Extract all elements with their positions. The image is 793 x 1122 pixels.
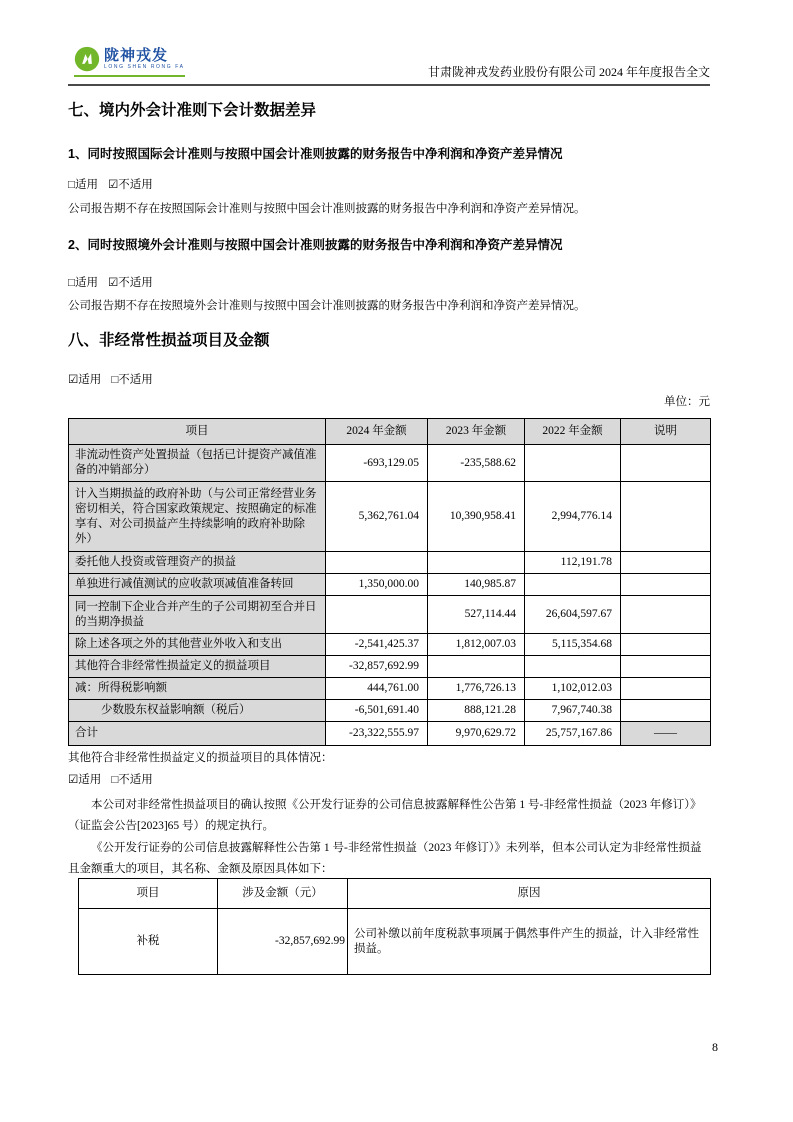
- item-cell: 补税: [79, 909, 218, 975]
- checkbox-applicable-4: ☑适用: [68, 774, 102, 786]
- value-2022-cell: 1,102,012.03: [525, 678, 621, 700]
- item-cell: 少数股东权益影响额（税后）: [69, 700, 326, 722]
- table-header-row: [69, 419, 711, 445]
- value-2024-cell: -32,857,692.99: [326, 656, 428, 678]
- table-total-row: [69, 722, 711, 746]
- value-2023-cell: 888,121.28: [428, 700, 525, 722]
- col-header-amount: 涉及金额（元）: [218, 879, 348, 909]
- item-cell: 其他符合非经常性损益定义的损益项目: [69, 656, 326, 678]
- value-2024-cell: 5,362,761.04: [326, 482, 428, 552]
- item-cell: 减：所得税影响额: [69, 678, 326, 700]
- col-header-item: 项目: [69, 419, 326, 445]
- logo-mark-icon: [74, 46, 100, 72]
- table2-row: [79, 909, 711, 975]
- table-row: [69, 445, 711, 482]
- value-2024-cell: -6,501,691.40: [326, 700, 428, 722]
- value-2023-cell: 140,985.87: [428, 574, 525, 596]
- section-8-heading: 八、非经常性损益项目及金额: [68, 332, 270, 349]
- col-header-2023: 2023 年金额: [428, 419, 525, 445]
- applicability-line-3: [68, 372, 710, 388]
- note-cell: [621, 700, 711, 722]
- value-2023-cell: -235,588.62: [428, 445, 525, 482]
- table-row: [69, 700, 711, 722]
- section-7-1-body: 公司报告期不存在按照国际会计准则与按照中国会计准则披露的财务报告中净利润和净资产差异情况。: [68, 203, 586, 215]
- logo-text-cn: 陇神戎发: [104, 46, 169, 64]
- checkbox-applicable-3: ☑适用: [68, 374, 102, 386]
- value-2022-cell: [525, 574, 621, 596]
- col-header-reason: 原因: [348, 879, 711, 909]
- note-cell: [621, 482, 711, 552]
- value-2023-cell: 1,812,007.03: [428, 634, 525, 656]
- total-2022-cell: 25,757,167.86: [525, 722, 621, 746]
- note-cell: [621, 678, 711, 700]
- value-2024-cell: 1,350,000.00: [326, 574, 428, 596]
- value-2022-cell: 7,967,740.38: [525, 700, 621, 722]
- explanatory-paragraphs: [68, 795, 710, 880]
- table-row: [69, 678, 711, 700]
- page-number: 8: [712, 1040, 718, 1054]
- col-header-2022: 2022 年金额: [525, 419, 621, 445]
- value-2022-cell: 5,115,354.68: [525, 634, 621, 656]
- checkbox-applicable-1: □适用: [68, 179, 98, 191]
- value-2022-cell: [525, 445, 621, 482]
- value-2024-cell: 444,761.00: [326, 678, 428, 700]
- section-7-heading: 七、境内外会计准则下会计数据差异: [68, 102, 317, 119]
- checkbox-not-applicable-2: ☑不适用: [107, 277, 153, 289]
- section-7-2-heading: 2、同时按照境外会计准则与按照中国会计准则披露的财务报告中净利润和净资产差异情况: [68, 238, 563, 252]
- checkbox-not-applicable-4: □不适用: [111, 774, 153, 786]
- note-cell: [621, 596, 711, 634]
- value-2024-cell: -693,129.05: [326, 445, 428, 482]
- value-2023-cell: [428, 656, 525, 678]
- total-2023-cell: 9,970,629.72: [428, 722, 525, 746]
- company-logo: [74, 46, 185, 77]
- note-cell: [621, 634, 711, 656]
- value-2024-cell: [326, 552, 428, 574]
- value-2023-cell: 527,114.44: [428, 596, 525, 634]
- note-cell: [621, 656, 711, 678]
- item-cell: 除上述各项之外的其他营业外收入和支出: [69, 634, 326, 656]
- item-cell: 同一控制下企业合并产生的子公司期初至合并日的当期净损益: [69, 596, 326, 634]
- col-header-item-2: 项目: [79, 879, 218, 909]
- note-cell: [621, 445, 711, 482]
- table-row: [69, 596, 711, 634]
- table-row: [69, 482, 711, 552]
- value-2022-cell: 26,604,597.67: [525, 596, 621, 634]
- value-2022-cell: 2,994,776.14: [525, 482, 621, 552]
- amount-cell: -32,857,692.99: [218, 909, 348, 975]
- applicability-line-2: [68, 275, 710, 291]
- paragraph-2: 《公开发行证券的公司信息披露解释性公告第 1 号-非经常性损益（2023 年修订）》未列举，但本公司认定为非经常性损益且金额重大的项目，其名称、金额及原因具体如下：: [68, 842, 702, 875]
- detail-label: 其他符合非经常性损益定义的损益项目的具体情况：: [68, 752, 333, 764]
- material-items-table: [78, 878, 711, 975]
- col-header-note: 说明: [621, 419, 711, 445]
- table2-header-row: [79, 879, 711, 909]
- checkbox-not-applicable-1: ☑不适用: [107, 179, 153, 191]
- value-2024-cell: [326, 596, 428, 634]
- logo-text: [104, 48, 185, 71]
- value-2023-cell: 1,776,726.13: [428, 678, 525, 700]
- total-2024-cell: -23,322,555.97: [326, 722, 428, 746]
- total-label-cell: 合计: [69, 722, 326, 746]
- applicability-line-1: [68, 177, 710, 193]
- item-cell: 非流动性资产处置损益（包括已计提资产减值准备的冲销部分）: [69, 445, 326, 482]
- value-2024-cell: -2,541,425.37: [326, 634, 428, 656]
- non-recurring-items-table: [68, 418, 711, 746]
- table-row: [69, 552, 711, 574]
- note-cell: [621, 574, 711, 596]
- report-title: 甘肃陇神戎发药业股份有限公司 2024 年年度报告全文: [427, 65, 710, 79]
- checkbox-applicable-2: □适用: [68, 277, 98, 289]
- table-row: [69, 574, 711, 596]
- page-header: [68, 42, 710, 86]
- item-cell: 单独进行减值测试的应收款项减值准备转回: [69, 574, 326, 596]
- paragraph-1: 本公司对非经常性损益项目的确认按照《公开发行证券的公司信息披露解释性公告第 1 号-非经常性损益（2023 年修订）》（证监会公告[2023]65 号）的规定执行。: [68, 799, 702, 832]
- reason-cell: 公司补缴以前年度税款事项属于偶然事件产生的损益，计入非经常性损益。: [348, 909, 711, 975]
- total-note-cell: ——: [621, 722, 711, 746]
- value-2022-cell: 112,191.78: [525, 552, 621, 574]
- checkbox-not-applicable-3: □不适用: [111, 374, 153, 386]
- value-2022-cell: [525, 656, 621, 678]
- col-header-2024: 2024 年金额: [326, 419, 428, 445]
- section-7-1-heading: 1、同时按照国际会计准则与按照中国会计准则披露的财务报告中净利润和净资产差异情况: [68, 147, 563, 161]
- logo-text-en: LONG SHEN RONG FA: [104, 63, 185, 70]
- table-row: [69, 656, 711, 678]
- value-2023-cell: [428, 552, 525, 574]
- section-7-2-body: 公司报告期不存在按照境外会计准则与按照中国会计准则披露的财务报告中净利润和净资产差异情况。: [68, 300, 586, 312]
- item-cell: 计入当期损益的政府补助（与公司正常经营业务密切相关，符合国家政策规定、按照确定的标准享有、对公司损益产生持续影响的政府补助除外）: [69, 482, 326, 552]
- applicability-line-4: [68, 772, 710, 788]
- table-row: [69, 634, 711, 656]
- unit-label: 单位：元: [664, 396, 710, 408]
- note-cell: [621, 552, 711, 574]
- item-cell: 委托他人投资或管理资产的损益: [69, 552, 326, 574]
- value-2023-cell: 10,390,958.41: [428, 482, 525, 552]
